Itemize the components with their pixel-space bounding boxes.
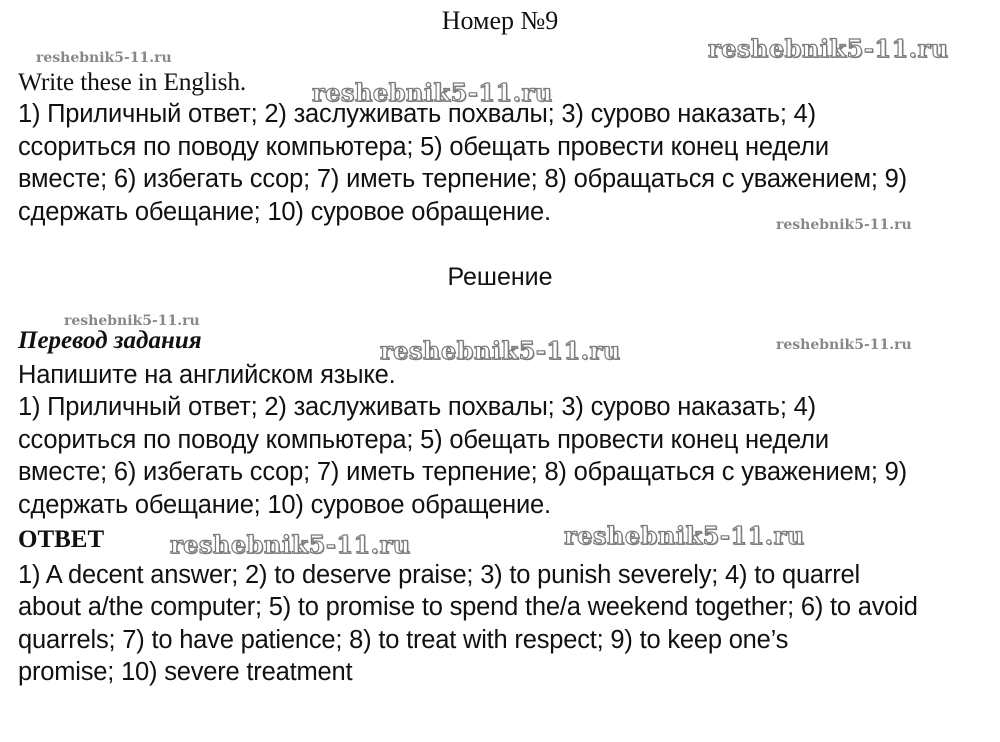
watermark: reshebnik5-11.ru <box>776 337 912 353</box>
answer-block <box>18 559 988 689</box>
task-line: 1) Приличный ответ; 2) заслуживать похвалы; 3) сурово наказать; 4) <box>18 100 816 129</box>
watermark: reshebnik5-11.ru <box>64 313 200 329</box>
task-line: сдержать обещание; 10) суровое обращение. <box>18 197 551 226</box>
watermark: reshebnik5-11.ru <box>776 217 912 233</box>
watermark: reshebnik5-11.ru <box>312 78 553 107</box>
translation-line: ссориться по поводу компьютера; 5) обещать провести конец недели <box>18 425 829 454</box>
answer-line: 1) A decent answer; 2) to deserve praise; 3) to punish severely; 4) to quarrel <box>18 561 860 589</box>
answer-line: promise; 10) severe treatment <box>18 658 353 687</box>
watermark: reshebnik5-11.ru <box>36 50 172 66</box>
answer-heading: ОТВЕТ <box>18 526 105 553</box>
watermark: reshebnik5-11.ru <box>380 336 621 365</box>
task-line: вместе; 6) избегать ссор; 7) иметь терпение; 8) обращаться с уважением; 9) <box>18 165 907 194</box>
watermark: reshebnik5-11.ru <box>708 34 949 63</box>
page-title: Номер №9 <box>441 6 559 35</box>
watermark: reshebnik5-11.ru <box>564 521 805 550</box>
translation-block <box>18 359 988 521</box>
task-line: ссориться по поводу компьютера; 5) обещать провести конец недели <box>18 132 829 161</box>
translation-line: сдержать обещание; 10) суровое обращение. <box>18 490 551 519</box>
task-block <box>18 66 988 228</box>
watermark: reshebnik5-11.ru <box>170 530 411 559</box>
translation-heading: Перевод задания <box>18 327 202 354</box>
translation-line: вместе; 6) избегать ссор; 7) иметь терпение; 8) обращаться с уважением; 9) <box>18 458 907 487</box>
solution-heading: Решение <box>447 263 553 291</box>
translation-line: 1) Приличный ответ; 2) заслуживать похвалы; 3) сурово наказать; 4) <box>18 393 816 422</box>
answer-line: about a/the computer; 5) to promise to spend the/a weekend together; 6) to avoid <box>18 593 918 622</box>
answer-line: quarrels; 7) to have patience; 8) to treat with respect; 9) to keep one’s <box>18 625 789 654</box>
translation-instruction: Напишите на английском языке. <box>18 361 396 389</box>
task-instruction: Write these in English. <box>18 67 247 96</box>
